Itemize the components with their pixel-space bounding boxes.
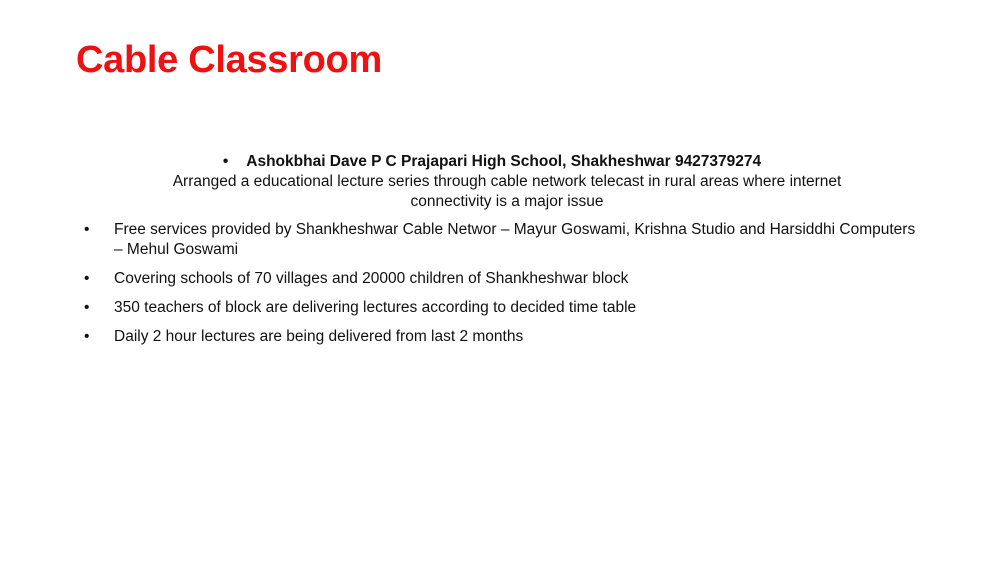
bullet-icon: •: [84, 328, 90, 345]
bullet-icon: •: [222, 153, 229, 170]
headline: [84, 152, 900, 172]
bullet-icon: •: [84, 299, 90, 316]
headline-text: Ashokbhai Dave P C Prajapari High School, Shakheshwar 9427379274: [246, 153, 762, 170]
list-item: [84, 327, 920, 347]
list-item: [84, 269, 920, 289]
list-item-text: 350 teachers of block are delivering lectures according to decided time table: [114, 299, 637, 316]
list-item-text: Covering schools of 70 villages and 20000 children of Shankheshwar block: [114, 270, 629, 287]
list-item: [84, 298, 920, 318]
list-item-text: Daily 2 hour lectures are being delivered from last 2 months: [114, 328, 524, 345]
list-item-text: Free services provided by Shankheshwar Cable Networ – Mayur Goswami, Krishna Studio and Harsiddhi Computers – Mehul Goswami: [114, 221, 916, 258]
headline-description: Arranged a educational lecture series through cable network telecast in rural areas where internet connectivity is a major issue: [172, 173, 842, 210]
list-item: [84, 220, 920, 260]
headline-block: [84, 152, 920, 212]
bullet-icon: •: [84, 270, 90, 287]
slide-body: [84, 152, 920, 356]
bullet-list: [84, 220, 920, 347]
bullet-icon: •: [84, 221, 90, 238]
slide-title: Cable Classroom: [76, 39, 382, 81]
